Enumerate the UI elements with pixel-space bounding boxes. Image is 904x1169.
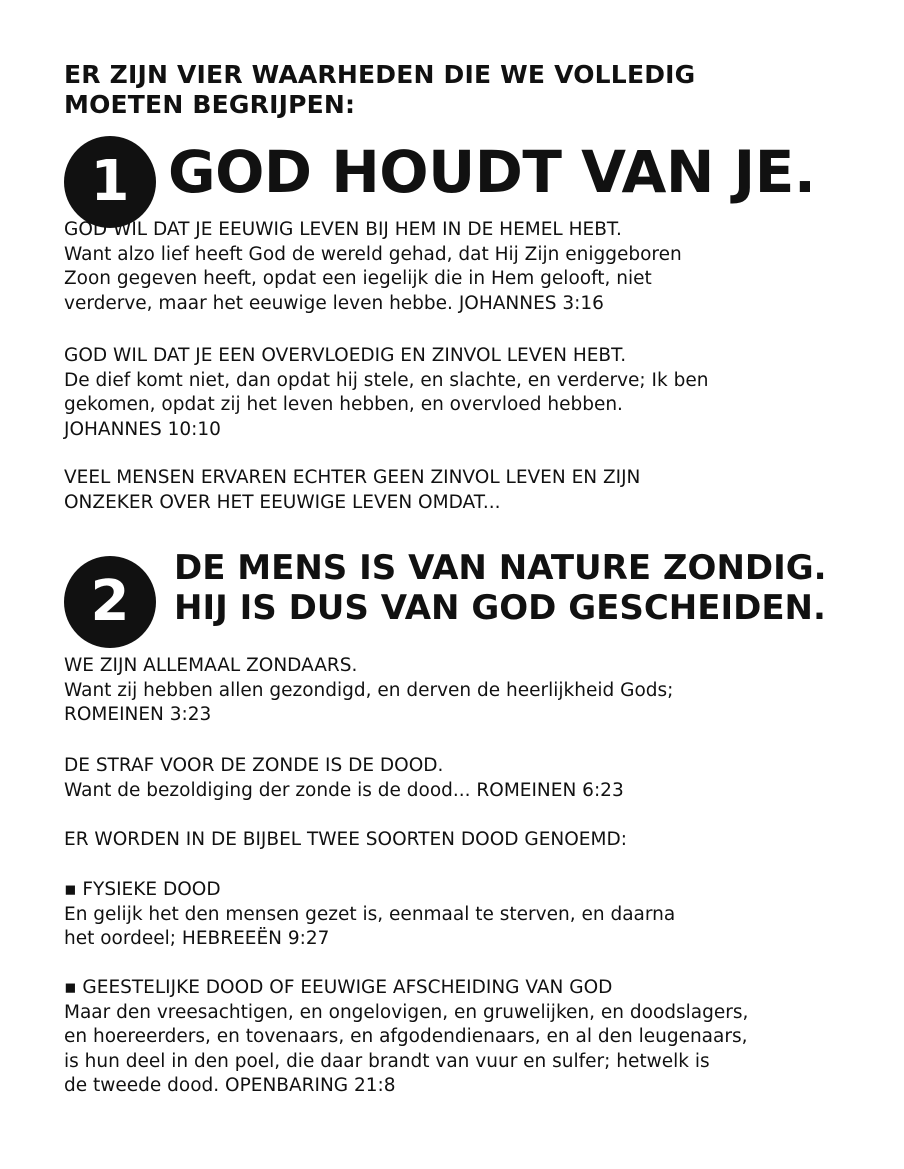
paragraph-abundant-life xyxy=(64,344,884,442)
paragraph-line: is hun deel in den poel, die daar brandt van vuur en sulfer; hetwelk is xyxy=(64,1050,710,1072)
number-badge-1: 1 xyxy=(64,136,156,228)
paragraph-line: het oordeel; HEBREEËN 9:27 xyxy=(64,928,330,949)
paragraph-line: VEEL MENSEN ERVAREN ECHTER GEEN ZINVOL LEVEN EN ZIJN xyxy=(64,467,641,488)
heading-line: HIJ IS DUS VAN GOD GESCHEIDEN. xyxy=(174,588,826,628)
paragraph-spiritual-death xyxy=(64,976,884,1099)
paragraph-line: gekomen, opdat zij het leven hebben, en overvloed hebben. xyxy=(64,394,623,415)
paragraph-title: WE ZIJN ALLEMAAL ZONDAARS. xyxy=(64,655,358,676)
paragraph-transition xyxy=(64,466,884,515)
paragraph-title: GOD WIL DAT JE EEN OVERVLOEDIG EN ZINVOL LEVEN HEBT. xyxy=(64,345,627,366)
paragraph-line: Want zij hebben allen gezondigd, en derven de heerlijkheid Gods; xyxy=(64,679,674,701)
paragraph-line: ROMEINEN 3:23 xyxy=(64,704,212,725)
paragraph-penalty xyxy=(64,754,884,803)
truth-2-heading xyxy=(174,548,827,628)
paragraph-physical-death xyxy=(64,878,884,952)
intro-heading xyxy=(64,60,864,120)
paragraph-eternal-life xyxy=(64,218,884,316)
paragraph-line: En gelijk het den mensen gezet is, eenmaal te sterven, en daarna xyxy=(64,903,676,925)
paragraph-title: ER WORDEN IN DE BIJBEL TWEE SOORTEN DOOD GENOEMD: xyxy=(64,829,627,850)
paragraph-line: Want de bezoldiging der zonde is de dood... ROMEINEN 6:23 xyxy=(64,779,624,801)
paragraph-line: ONZEKER OVER HET EEUWIGE LEVEN OMDAT... xyxy=(64,491,501,513)
paragraph-title: GOD WIL DAT JE EEUWIG LEVEN BIJ HEM IN DE HEMEL HEBT. xyxy=(64,219,622,240)
paragraph-sinners xyxy=(64,654,884,728)
heading-line: DE MENS IS VAN NATURE ZONDIG. xyxy=(174,548,827,588)
paragraph-two-deaths xyxy=(64,828,884,853)
paragraph-line: Maar den vreesachtigen, en ongelovigen, en gruwelijken, en doodslagers, xyxy=(64,1001,749,1023)
truth-1-heading: GOD HOUDT VAN JE. xyxy=(168,138,816,206)
paragraph-line: en hoereerders, en tovenaars, en afgodendienaars, en al den leugenaars, xyxy=(64,1026,748,1047)
paragraph-line: Want alzo lief heeft God de wereld gehad, dat Hij Zijn eniggeboren xyxy=(64,243,682,265)
paragraph-title: DE STRAF VOOR DE ZONDE IS DE DOOD. xyxy=(64,755,444,776)
bullet-title: ▪ GEESTELIJKE DOOD OF EEUWIGE AFSCHEIDING VAN GOD xyxy=(64,977,613,998)
paragraph-line: De dief komt niet, dan opdat hij stele, en slachte, en verderve; Ik ben xyxy=(64,369,709,391)
paragraph-line: Zoon gegeven heeft, opdat een iegelijk die in Hem gelooft, niet xyxy=(64,268,652,289)
paragraph-line: JOHANNES 10:10 xyxy=(64,418,221,440)
paragraph-line: de tweede dood. OPENBARING 21:8 xyxy=(64,1075,396,1096)
paragraph-line: verderve, maar het eeuwige leven hebbe. JOHANNES 3:16 xyxy=(64,292,604,314)
intro-line: ER ZIJN VIER WAARHEDEN DIE WE VOLLEDIG xyxy=(64,60,696,89)
intro-line: MOETEN BEGRIJPEN: xyxy=(64,90,356,119)
bullet-title: ▪ FYSIEKE DOOD xyxy=(64,879,221,900)
number-badge-2: 2 xyxy=(64,556,156,648)
